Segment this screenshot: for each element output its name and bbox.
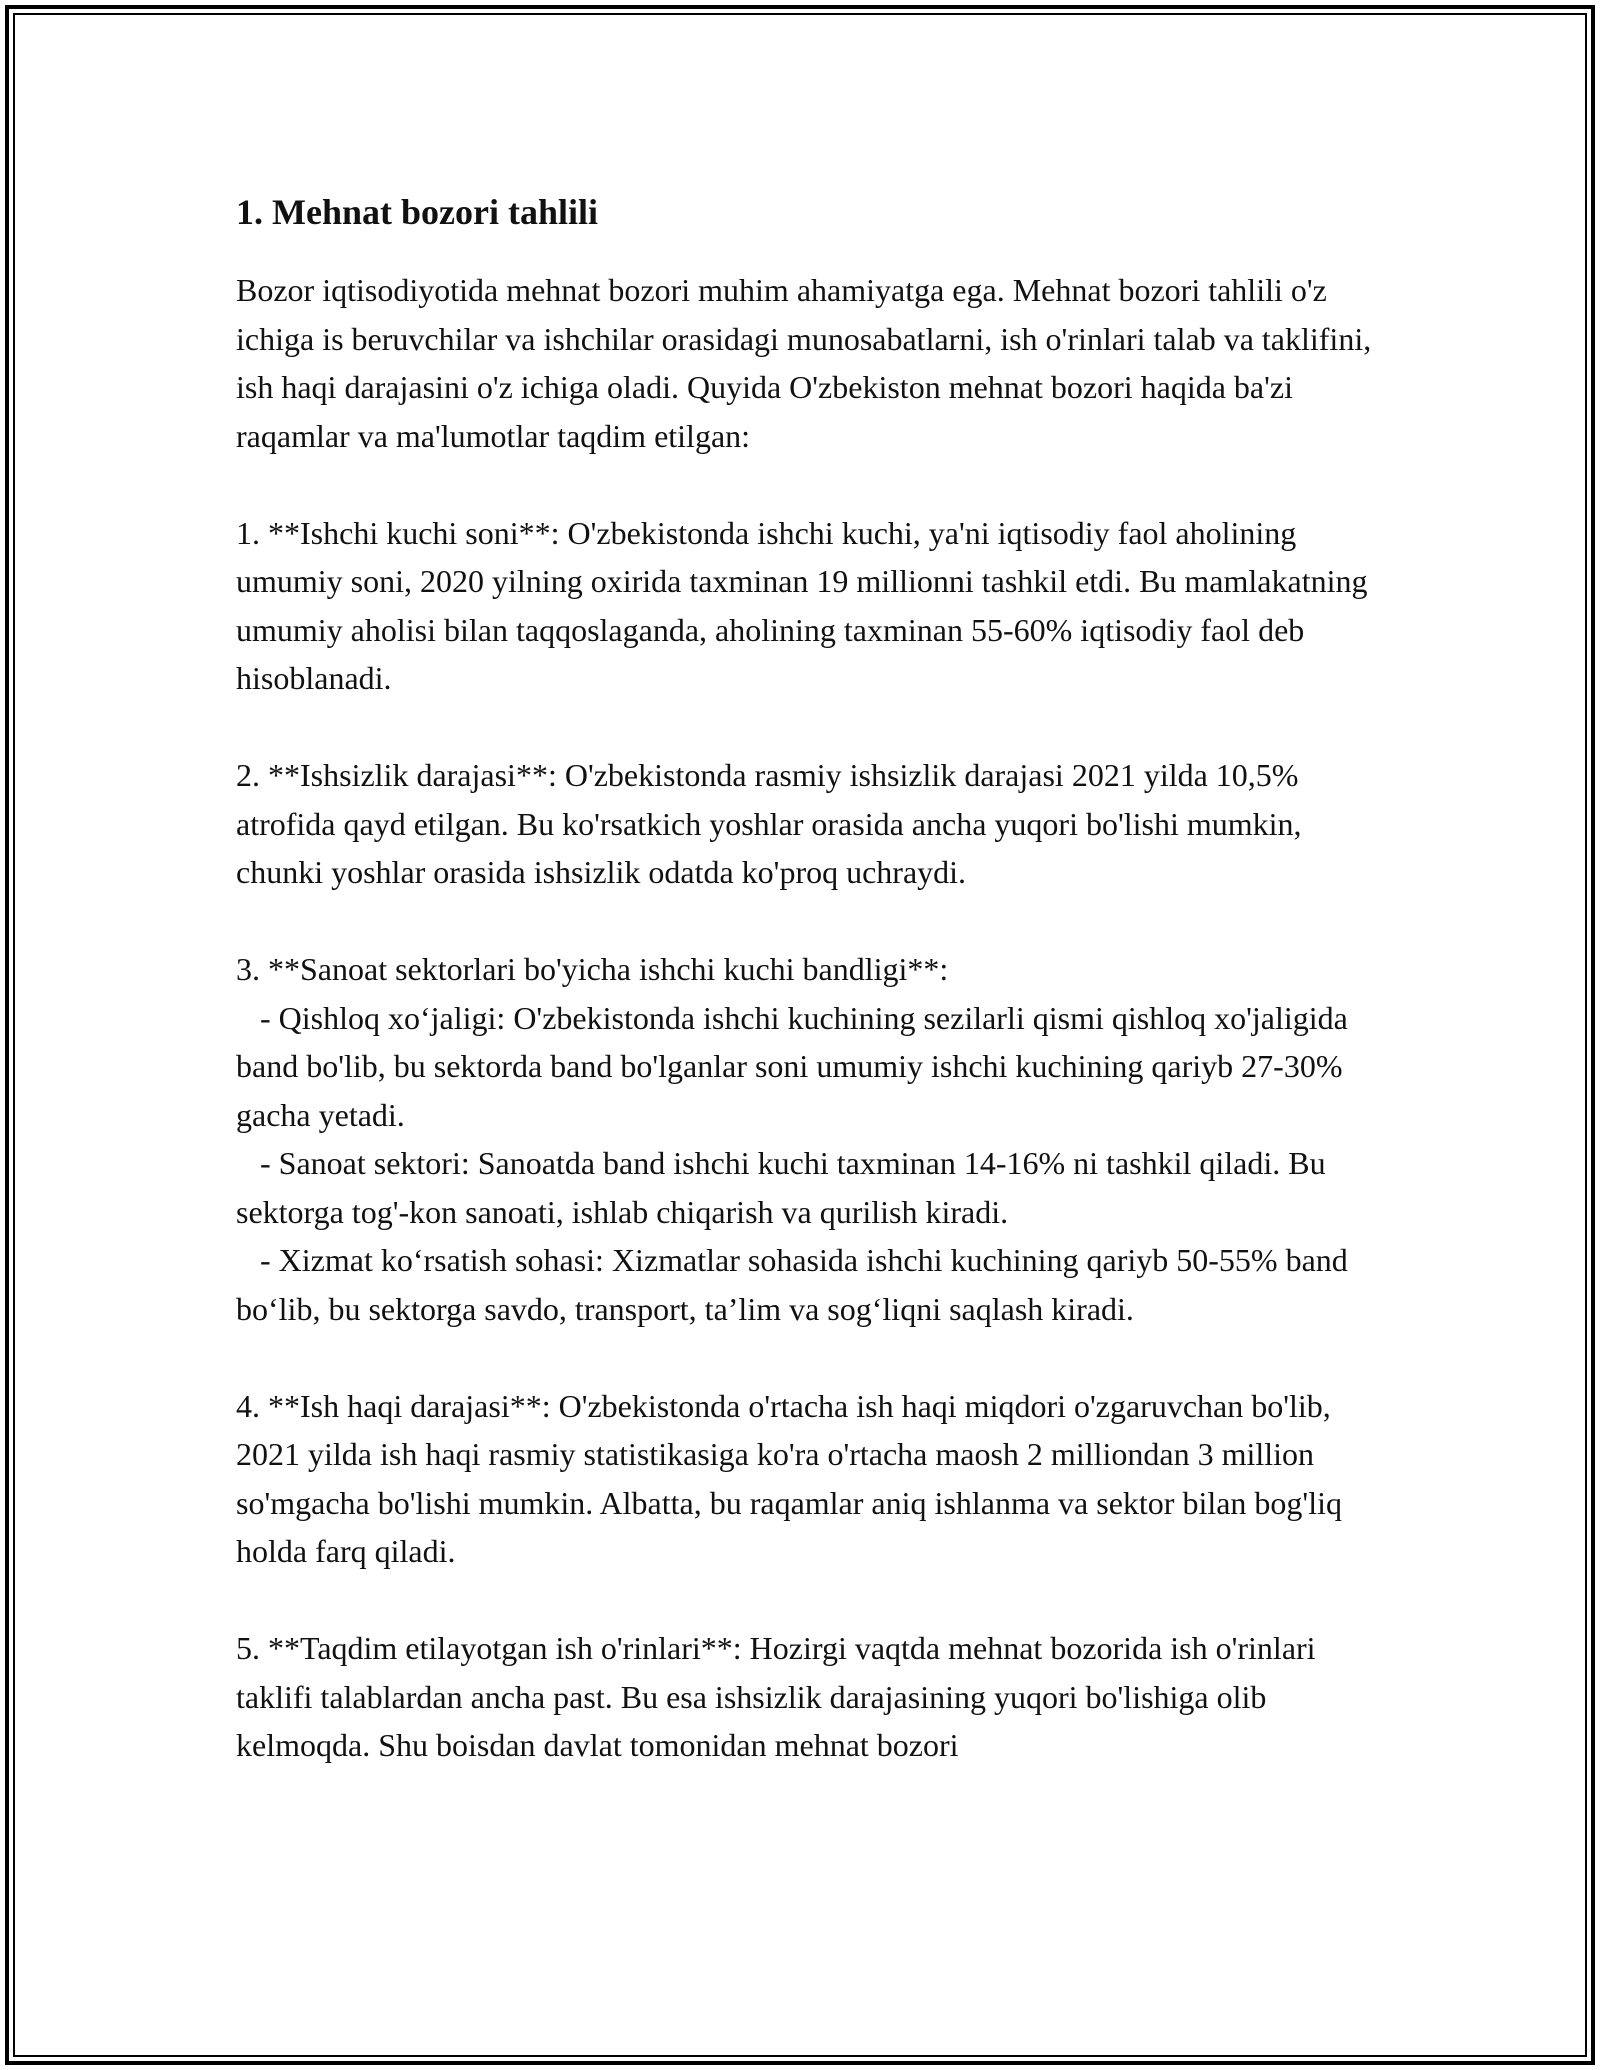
list-item-sector-employment-title: 3. **Sanoat sektorlari bo'yicha ishchi kuchi bandligi**:	[236, 951, 949, 987]
list-item-labor-force: 1. **Ishchi kuchi soni**: O'zbekistonda ishchi kuchi, ya'ni iqtisodiy faol aholining umumiy soni, 2020 yilning oxirida taxminan 19 millionni tashkil etdi. Bu mamlakatning umumiy aholisi bilan taqqoslaganda, aholining taxminan 55-60% iqtisodiy faol deb hisoblanadi.	[236, 514, 1376, 696]
list-item-unemployment: 2. **Ishsizlik darajasi**: O'zbekistonda rasmiy ishsizlik darajasi 2021 yilda 10,5% atrofida qayd etilgan. Bu ko'rsatkich yoshlar orasida ancha yuqori bo'lishi mumkin, chunki yoshlar orasida ishsizlik odatda ko'proq uchraydi.	[236, 757, 1310, 890]
sub-item-agriculture: - Qishloq xo‘jaligi: O'zbekistonda ishchi kuchining sezilarli qismi qishloq xo'jaligida band bo'lib, bu sektorda band bo'lganlar soni umumiy ishchi kuchining qariyb 27-30% gacha yetadi.	[236, 999, 1356, 1133]
sub-item-industry: - Sanoat sektori: Sanoatda band ishchi kuchi taxminan 14-16% ni tashkil qiladi. Bu sektorga tog'-kon sanoati, ishlab chiqarish va qurilish kiradi.	[236, 1145, 1334, 1230]
document-body	[236, 186, 1386, 1770]
list-item-wages: 4. **Ish haqi darajasi**: O'zbekistonda o'rtacha ish haqi miqdori o'zgaruvchan bo'lib, 2021 yilda ish haqi rasmiy statistikasiga ko'ra o'rtacha maosh 2 milliondan 3 million so'mgacha bo'lishi mumkin. Albatta, bu raqamlar aniq ishlanma va sektor bilan bog'liq holda farq qiladi.	[236, 1387, 1350, 1569]
list-item-job-offers: 5. **Taqdim etilayotgan ish o'rinlari**: Hozirgi vaqtda mehnat bozorida ish o'rinlari taklifi talablardan ancha past. Bu esa ishsizlik darajasining yuqori bo'lishiga olib kelmoqda. Shu boisdan davlat tomonidan mehnat bozori	[236, 1630, 1324, 1763]
sub-item-services: - Xizmat ko‘rsatish sohasi: Xizmatlar sohasida ishchi kuchining qariyb 50-55% band bo‘lib, bu sektorga savdo, transport, ta’lim va sog‘liqni saqlash kiradi.	[236, 1242, 1356, 1327]
intro-paragraph: Bozor iqtisodiyotida mehnat bozori muhim ahamiyatga ega. Mehnat bozori tahlili o'z ichiga is beruvchilar va ishchilar orasidagi munosabatlarni, ish o'rinlari talab va taklifini, ish haqi darajasini o'z ichiga oladi. Quyida O'zbekiston mehnat bozori haqida ba'zi raqamlar va ma'lumotlar taqdim etilgan:	[236, 272, 1380, 454]
section-heading: 1. Mehnat bozori tahlili	[236, 192, 598, 232]
